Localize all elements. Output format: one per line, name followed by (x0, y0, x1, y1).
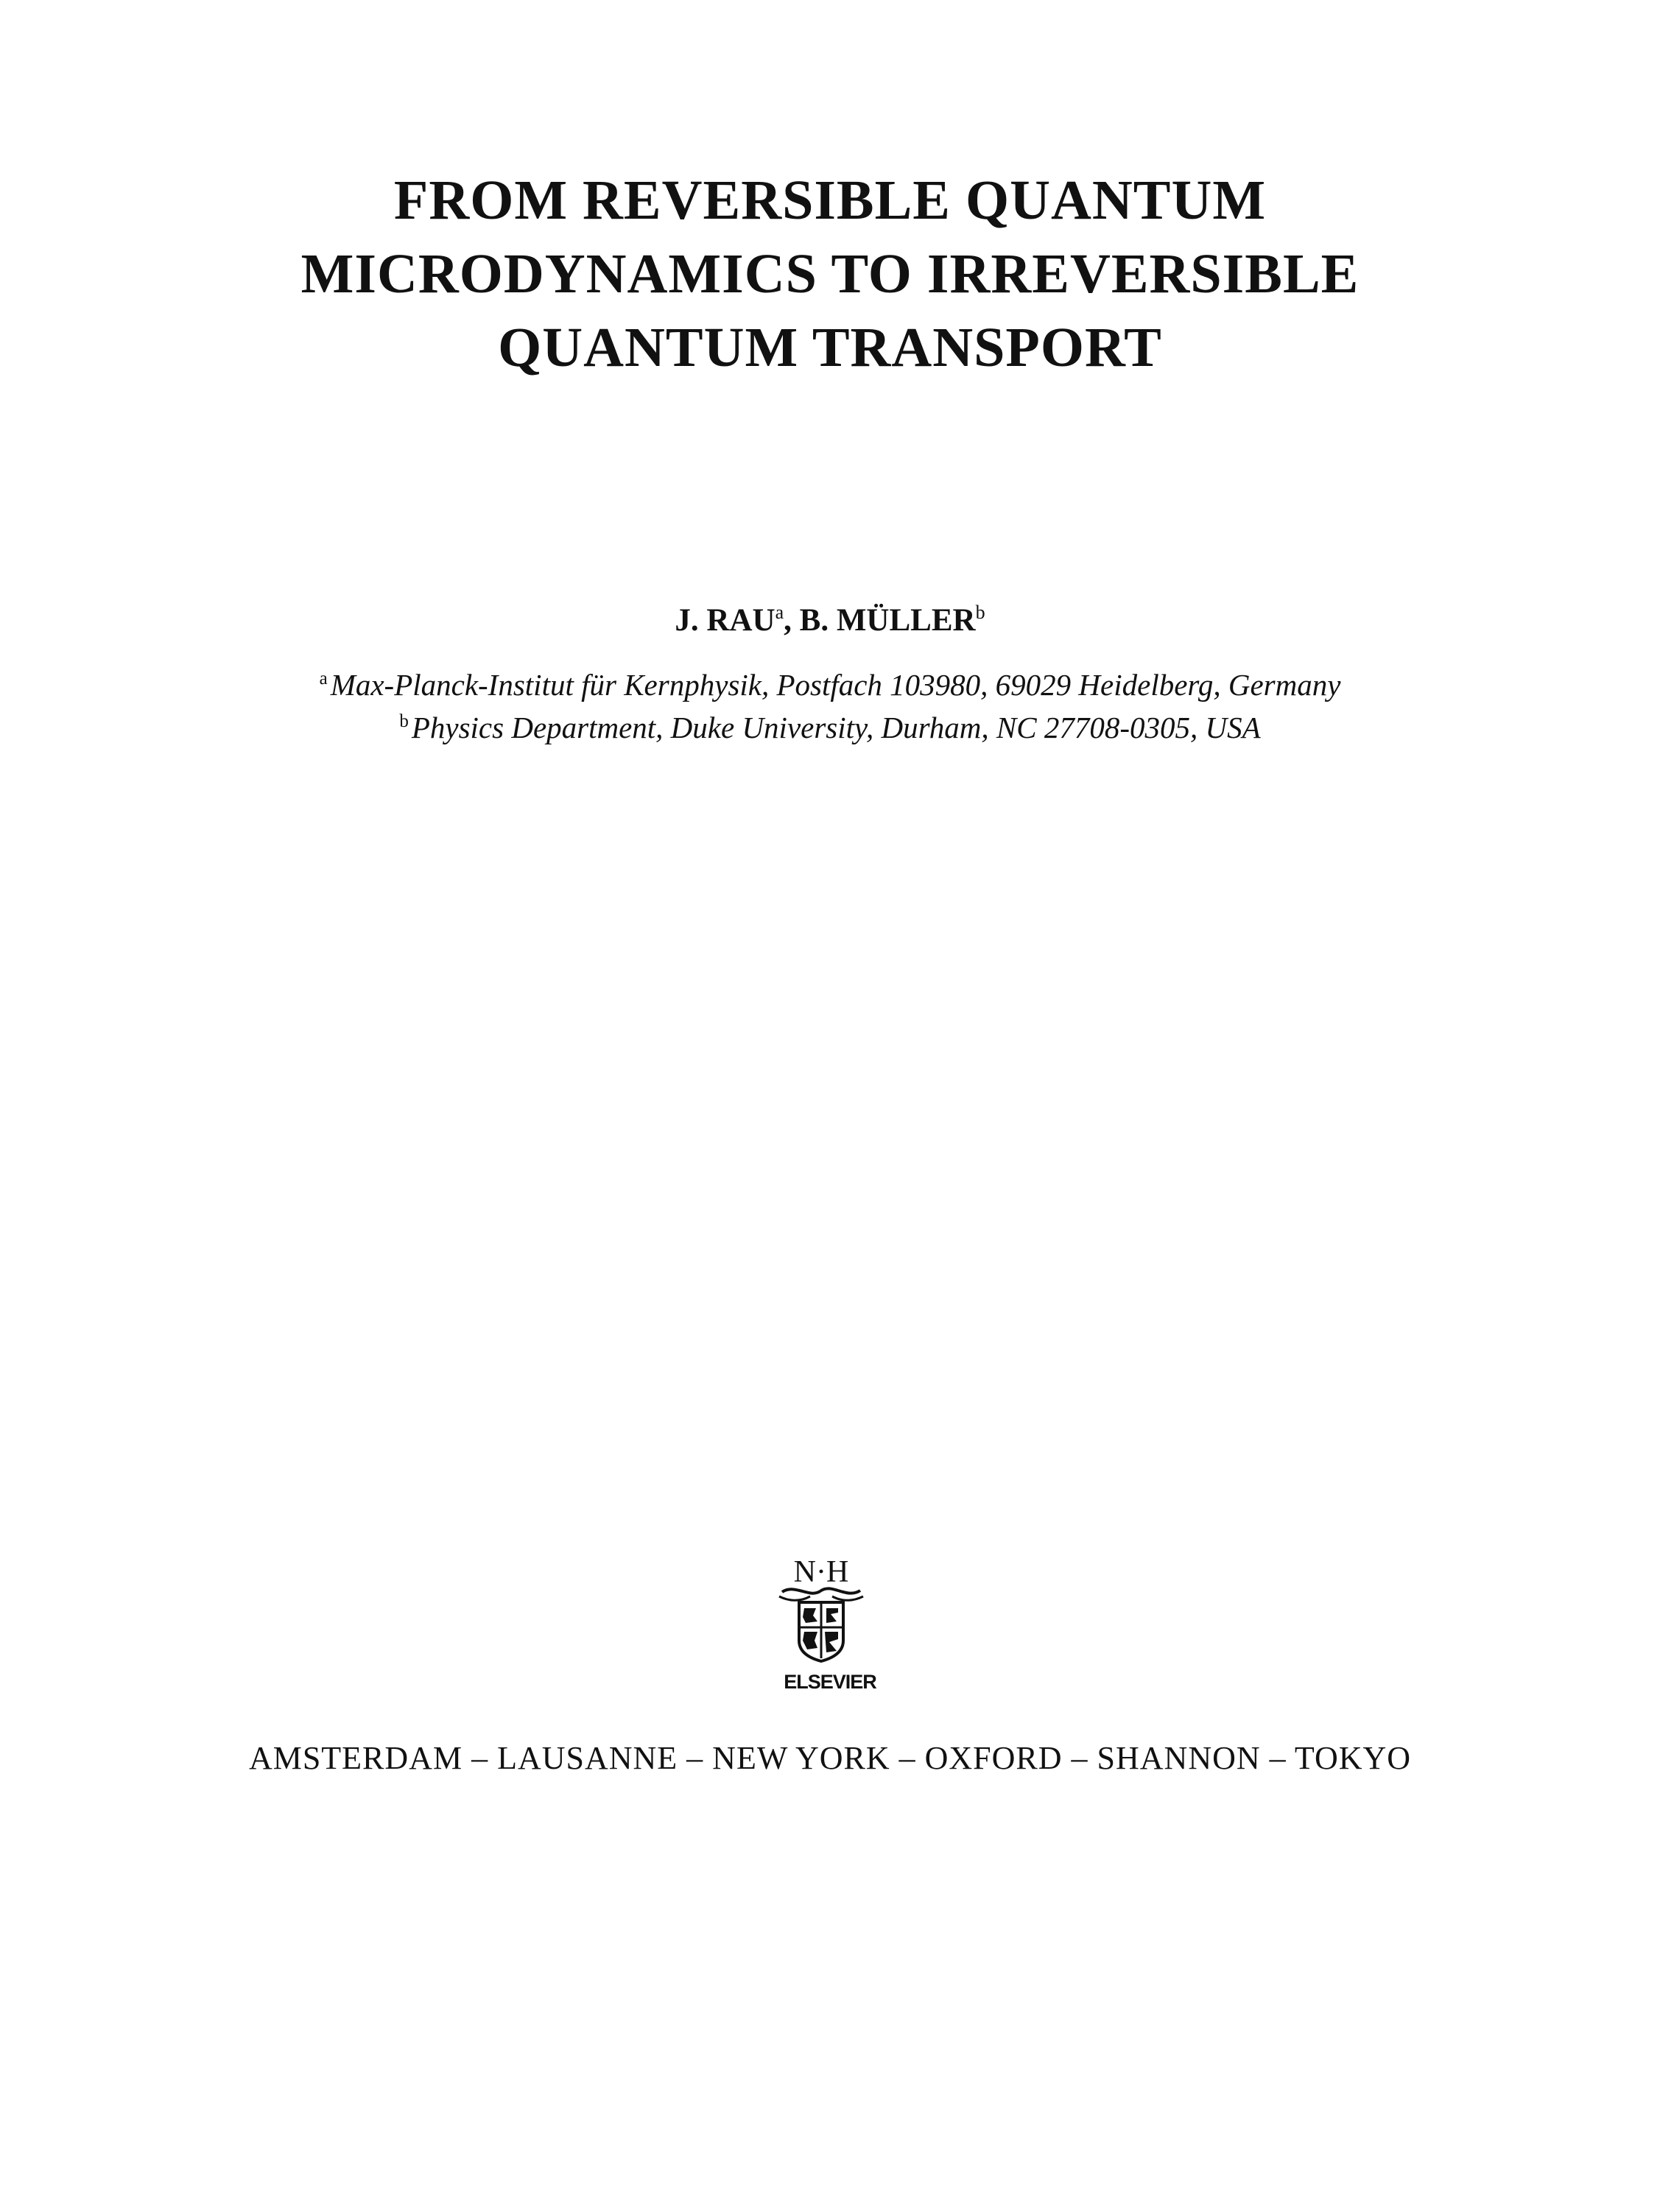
paper-title (0, 163, 1660, 384)
svg-text:N·H: N·H (793, 1555, 849, 1589)
affiliation-text: Physics Department, Duke University, Durham, NC 27708-0305, USA (411, 711, 1261, 744)
author-separator: , (784, 603, 800, 638)
north-holland-elsevier-crest-icon (766, 1554, 876, 1664)
affiliation-a (0, 667, 1660, 702)
affiliation-mark: b (399, 711, 409, 731)
publisher-name: ELSEVIER (784, 1671, 876, 1693)
affiliation-mark: a (319, 669, 328, 688)
author-affiliation-mark: a (775, 602, 784, 623)
author-list (0, 602, 1660, 639)
author-name: J. RAU (675, 603, 776, 638)
title-line-2: MICRODYNAMICS TO IRREVERSIBLE (300, 243, 1360, 305)
title-line-3: QUANTUM TRANSPORT (498, 317, 1162, 378)
affiliation-text: Max-Planck-Institut für Kernphysik, Postfach 103980, 69029 Heidelberg, Germany (330, 668, 1341, 702)
title-line-1: FROM REVERSIBLE QUANTUM (393, 169, 1267, 231)
affiliation-b (0, 710, 1660, 745)
publisher-cities: AMSTERDAM – LAUSANNE – NEW YORK – OXFORD – SHANNON – TOKYO (248, 1740, 1412, 1776)
author-affiliation-mark: b (975, 602, 985, 623)
author-name: B. MÜLLER (799, 603, 976, 638)
